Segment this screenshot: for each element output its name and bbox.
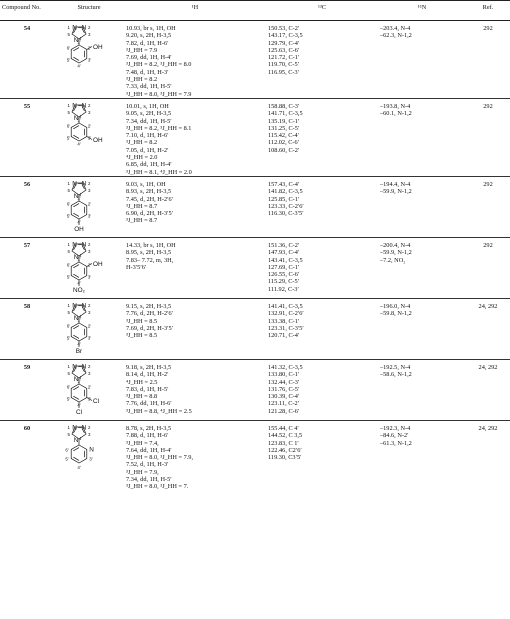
h1-data-line: 7.10, d, 1H, H-6′ [126,132,169,140]
reference-cell: 292 [466,98,510,176]
h1-data-line: ³J_HH = 8.2 [126,76,158,84]
ring-locant: 5′ [66,57,71,63]
c13-data-line: 108.60, C-2′ [268,146,300,154]
structure-cell [54,21,124,99]
h1-data-line: 8.14, d, 1H, H-2′ [126,371,169,379]
atom-number: 5 [67,187,70,193]
reference-cell: 24, 292 [478,424,498,432]
structure-cell [54,420,124,490]
n15-data-line: –192.3, N-4 [380,424,411,432]
compound-row [0,420,510,490]
atom-number: 4 [79,113,82,119]
compound-number: 58 [0,298,54,359]
atom-number: 4 [79,191,82,197]
h1-data-cell [124,420,266,490]
header-structure: Structure [54,1,124,21]
chemical-structure-drawing [54,423,112,481]
h1-data-line: 6.90, d, 2H, H-3′5′ [126,210,174,218]
ring-locant: 4′ [77,341,81,347]
h1-data-line: 7.34, dd, 1H, H-5′ [126,117,172,125]
header-compound-no: Compound No. [0,1,54,21]
reference-cell: 292 [466,21,510,99]
substituent-label: OH [93,43,103,51]
c13-data-line: 115.29, C-5′ [268,278,300,286]
n15-data-cell [378,98,466,176]
c13-data-line: 157.43, C-4′ [268,180,300,188]
ring-locant: 1′ [77,256,81,262]
h1-data-line: ³J_HH = 8.0, ³J_HH = 7.9, [126,454,194,462]
bond-mark: – [78,424,82,432]
c13-data-line: 116.95, C-3′ [268,68,300,76]
c13-data-cell [266,176,378,237]
h1-data-line: ³J_HH = 7.9, [126,468,159,476]
c13-data-line: 132.91, C-2′6′ [268,310,304,318]
compound-row [0,298,510,359]
h1-data-line: ³J_HH = 8.7 [126,217,158,225]
c13-data-line: 141.41, C-3,5 [268,302,303,310]
atom-number: 5 [67,370,70,376]
c13-data-line: 130.39, C-4′ [268,393,300,401]
ring-locant: 5′ [66,335,71,341]
substituent-label: NO₂ [72,286,86,294]
c13-data-line: 131.25, C-5′ [268,124,300,132]
c13-data-line: 121.72, C-1′ [268,54,300,62]
c13-data-line: 141.71, C-3,5 [268,110,303,118]
c13-data-line: 141.82, C-3,5 [268,188,303,196]
ring-locant: 2′ [87,262,92,268]
compound-row [0,176,510,237]
n15-data-line: –61.3, N-1,2 [380,439,412,447]
h1-data-line: ⁴J_HH = 2.0 [126,154,158,162]
substituent-label: OH [93,260,103,268]
ring-locant: 2′ [87,45,92,51]
h1-data-line: 7.82, d, 1H, H-6′ [126,39,169,47]
n15-data-cell [378,298,466,359]
ring-locant: 4′ [77,464,81,470]
ring-locant: 3′ [87,57,92,63]
bond-mark: – [78,241,82,249]
nitrogen-atom: N [81,24,87,32]
n15-data-line: –193.8, N-4 [380,102,411,110]
h1-data-line: 9.03, s, 1H, OH [126,180,166,188]
ring-locant: 3′ [87,213,92,219]
h1-data-line: ³J_HH = 7.4, [126,439,159,447]
ring-locant: 4′ [77,280,81,286]
ring-locant: 1′ [77,39,81,45]
substituent-label: Cl [75,408,83,416]
ring-locant: 1′ [77,195,81,201]
h1-data-line: 7.76, d, 2H, H-2′6′ [126,310,174,318]
chemical-structure-drawing [54,101,112,159]
ring-locant: 4′ [77,63,81,69]
ring-locant: 1′ [77,117,81,123]
n15-data-line: –62.3, N-1,2 [380,32,412,40]
bond-mark: – [78,363,82,371]
h1-data-line: 8.95, s, 2H, H-3,5 [126,249,172,257]
atom-number: 1 [67,302,70,308]
h1-data-cell [124,21,266,99]
nitrogen-atom: N [72,24,77,32]
atom-number: 4 [79,435,82,441]
n15-data-cell [378,359,466,420]
chemical-structure-drawing [54,179,112,237]
atom-number: 1 [67,25,70,30]
substituent-label: Cl [93,397,100,405]
c13-data-line: 125.63, C-6′ [268,46,300,54]
atom-number: 2 [88,180,91,186]
nitrogen-atom: N [72,102,77,110]
bond-mark: – [78,180,82,188]
nitrogen-atom: N [72,241,77,249]
atom-number: 5 [67,431,70,437]
c13-data-cell [266,420,378,490]
atom-number: 1 [67,363,70,369]
h1-data-line: ³J_HH = 7.9 [126,46,158,54]
c13-data-line: 131.76, C-5′ [268,385,300,393]
chemical-structure-drawing [54,301,112,359]
ring-locant: 6′ [66,384,71,390]
n15-data-cell [378,420,466,490]
compound-number: 59 [0,359,54,420]
h1-data-line: ³J_HH = 8.8, ⁴J_HH = 2.5 [126,407,192,415]
compound-row [0,237,510,298]
nitrogen-atom: N [81,180,87,188]
h1-data-line: H-3′5′6′ [126,263,147,271]
h1-data-cell [124,237,266,298]
compound-number: 56 [0,176,54,237]
n15-data-cell [378,237,466,298]
ring-locant: 5′ [66,135,71,141]
atom-number: 3 [88,370,91,376]
n15-data-line: –59.8, N-1,2 [380,310,412,318]
h1-data-cell [124,176,266,237]
c13-data-cell [266,98,378,176]
ring-locant: 5′ [66,274,71,280]
n15-data-cell [378,21,466,99]
atom-number: 2 [88,424,91,430]
atom-number: 2 [88,363,91,369]
c13-data-line: 155.44, C 4′ [268,424,299,432]
c13-data-line: 116.30, C-3′5′ [268,210,304,218]
h1-data-line: ³J_HH = 8.0, ³J_HH = 7. [126,483,189,491]
c13-data-line: 119.70, C-5′ [268,61,300,69]
structure-cell [54,237,124,298]
atom-number: 3 [88,32,91,37]
atom-number: 3 [88,109,91,115]
n15-data-line: –203.4, N-4 [380,25,411,32]
h1-data-line: 7.45, d, 2H, H-2′6′ [126,195,174,203]
c13-data-cell [266,359,378,420]
c13-data-line: 127.69, C-1′ [268,263,300,271]
h1-data-line: 7.05, d, 1H, H-2′ [126,146,169,154]
atom-number: 1 [67,180,70,186]
ring-locant: 1′ [77,317,81,323]
h1-data-line: ³J_HH = 8.0, ³J_HH = 7.9 [126,90,192,98]
structure-cell [54,98,124,176]
c13-data-line: 125.85, C-1′ [268,195,300,203]
ring-locant: 3′ [89,456,93,462]
h1-data-line: 14.33, br s, 1H, OH [126,241,176,249]
compound-number: 60 [23,424,31,432]
h1-data-cell [124,298,266,359]
h1-data-line: 7.69, dd, 1H, H-4′ [126,54,172,62]
n15-data-cell [378,176,466,237]
c13-data-line: 133.38, C-1′ [268,317,300,325]
h1-data-line: 7.52, d, 1H, H-3′ [126,461,169,469]
h1-data-cell [124,359,266,420]
header-1h: ¹H [124,1,266,21]
h1-data-line: 7.76, dd, 1H, H-6′ [126,400,172,408]
n15-data-line: –194.4, N-4 [380,180,411,188]
nitrogen-atom: N [73,375,79,383]
ring-locant: 5′ [65,456,69,462]
ring-locant: 6′ [66,45,71,51]
h1-data-line: ³J_HH = 8.2, ³J_HH = 8.1 [126,124,192,132]
nitrogen-atom: N [73,436,79,444]
c13-data-line: 133.80, C-1′ [268,371,300,379]
h1-data-line: 7.48, d, 1H, H-3′ [126,68,169,76]
h1-data-line: ³J_HH = 8.8 [126,393,158,401]
c13-data-line: 120.71, C-4′ [268,332,300,340]
c13-data-line: 150.53, C-2′ [268,25,300,32]
c13-data-line: 143.17, C-3,5 [268,32,303,40]
n15-data-line: –200.4, N-4 [380,241,411,249]
ring-locant: 3′ [87,135,92,141]
h1-data-line: ³J_HH = 8.5 [126,332,158,340]
substituent-label: OH [93,136,103,144]
h1-data-line: 6.85, dd, 1H, H-4′ [126,161,172,169]
h1-data-line: 9.15, s, 2H, H-3,5 [126,302,172,310]
nitrogen-atom: N [89,446,94,454]
n15-data-line: –196.0, N-4 [380,302,411,310]
c13-data-line: 143.41, C-3,5 [268,256,303,264]
bond-mark: – [78,302,82,310]
nitrogen-atom: N [81,363,87,371]
h1-data-line: ³J_HH = 8.5 [126,317,158,325]
ring-locant: 2′ [87,201,92,207]
nitrogen-atom: N [72,302,77,310]
h1-data-line: 8.93, s, 2H, H-3,5 [126,188,172,196]
atom-number: 2 [88,241,91,247]
header-ref: Ref. [466,1,510,21]
atom-number: 5 [67,32,70,37]
c13-data-line: 112.02, C-6′ [268,139,300,147]
ring-locant: 5′ [66,396,71,402]
atom-number: 5 [67,109,70,115]
nitrogen-atom: N [81,302,87,310]
atom-number: 3 [88,187,91,193]
nitrogen-atom: N [73,192,79,200]
structure-cell [54,359,124,420]
n15-data-line: –192.5, N-4 [380,363,411,371]
ring-locant: 5′ [66,213,71,219]
chemical-structure-drawing [54,240,112,298]
atom-number: 1 [67,424,70,430]
atom-number: 2 [88,102,91,108]
h1-data-line: 7.69, d, 2H, H-3′5′ [126,324,174,332]
ring-locant: 4′ [77,141,81,147]
h1-data-cell [124,98,266,176]
ring-locant: 6′ [65,447,69,453]
c13-data-line: 141.32, C-3,5 [268,363,303,371]
nitrogen-atom: N [73,314,79,322]
atom-number: 5 [67,309,70,315]
chemical-structure-drawing [54,23,112,81]
n15-data-line: –60.1, N-1,2 [380,110,412,118]
c13-data-line: 126.55, C-6′ [268,271,300,279]
atom-number: 5 [67,248,70,254]
c13-data-line: 121.28, C-6′ [268,407,300,415]
ring-locant: 6′ [66,201,71,207]
ring-locant: 6′ [66,323,71,329]
nitrogen-atom: N [81,424,87,432]
ring-locant: 6′ [66,262,71,268]
substituent-label: OH [74,225,84,233]
h1-data-line: 7.88, d, 1H, H-6′ [126,432,169,440]
reference-cell: 292 [466,176,510,237]
ring-locant: 2′ [87,123,92,129]
nitrogen-atom: N [72,363,77,371]
compound-number: 54 [0,21,54,99]
atom-number: 4 [79,252,82,258]
h1-data-line: 9.05, s, 2H, H-3,5 [126,110,172,118]
h1-data-line: 10.93, br s, 1H, OH [126,25,176,32]
h1-data-line: 7.64, dd, 1H, H-4′ [126,446,172,454]
nitrogen-atom: N [73,253,79,261]
compound-number: 57 [0,237,54,298]
h1-data-line: 7.33, dd, 1H, H-5′ [126,83,172,91]
c13-data-line: 135.19, C-1′ [268,117,300,125]
h1-data-line: 7.34, dd, 1H, H-5′ [126,476,172,484]
h1-data-line: 7.83, d, 1H, H-5′ [126,385,169,393]
n15-data-line: –58.6, N-1,2 [380,371,412,379]
atom-number: 3 [88,248,91,254]
c13-data-line: 122.46, C2′6′ [268,446,302,454]
ring-locant: 2′ [87,384,92,390]
ring-locant: 3′ [87,335,92,341]
c13-data-line: 144.52, C 3,5 [268,432,303,440]
n15-data-line: –59.9, N-1,2 [380,249,412,257]
chemical-structure-drawing [54,362,112,420]
c13-data-cell [266,237,378,298]
substituent-label: Br [75,347,83,355]
table-header-row [0,1,510,21]
compound-row [0,98,510,176]
h1-data-line: ³J_HH = 8.1, ⁴J_HH = 2.0 [126,168,192,176]
c13-data-line: 115.42, C-4′ [268,132,300,140]
compound-row [0,359,510,420]
n15-data-line: –7.2, NO₂ [380,256,406,264]
c13-data-line: 119.30, C3′5′ [268,454,302,462]
ring-locant: 4′ [77,219,81,225]
c13-data-line: 123.33, C-2′6′ [268,202,304,210]
bond-mark: – [78,24,82,32]
c13-data-line: 132.44, C-3′ [268,378,300,386]
ring-locant: 3′ [87,396,92,402]
structure-cell [54,176,124,237]
h1-data-line: ³J_HH = 8.2 [126,139,158,147]
nitrogen-atom: N [73,37,79,44]
nitrogen-atom: N [81,241,87,249]
atom-number: 3 [88,309,91,315]
c13-data-line: 123.31, C-3′5′ [268,324,304,332]
reference-cell: 24, 292 [466,359,510,420]
c13-data-line: 147.93, C-4′ [268,249,300,257]
h1-data-line: ⁴J_HH = 2.5 [126,378,158,386]
n15-data-line: –59.9, N-1,2 [380,188,412,196]
atom-number: 1 [67,241,70,247]
h1-data-line: ³J_HH = 8.7 [126,202,158,210]
c13-data-cell [266,298,378,359]
bond-mark: – [78,102,82,110]
header-15n: ¹⁵N [378,1,466,21]
reference-cell: 24, 292 [466,298,510,359]
atom-number: 4 [79,374,82,380]
nitrogen-atom: N [73,114,79,122]
c13-data-line: 111.92, C-3′ [268,285,299,293]
c13-data-line: 123.83, C 1′ [268,439,299,447]
ring-locant: 4′ [77,402,81,408]
atom-number: 1 [67,102,70,108]
nitrogen-atom: N [72,424,77,432]
c13-data-line: 158.88, C-3′ [268,102,300,110]
atom-number: 2 [88,25,91,30]
n15-data-line: –84.6, N-2′ [380,432,409,440]
compound-number: 55 [0,98,54,176]
h1-data-line: 8.78, s, 2H, H-3,5 [126,424,172,432]
atom-number: 3 [88,431,91,437]
reference-cell: 292 [466,237,510,298]
h1-data-line: 9.20, s, 2H, H-3,5 [126,32,172,40]
atom-number: 4 [79,313,82,319]
ring-locant: 1′ [77,378,81,384]
h1-data-line: 10.01, s, 1H, OH [126,102,169,110]
c13-data-cell [266,21,378,99]
c13-data-line: 129.79, C-4′ [268,39,300,47]
compound-row [0,21,510,99]
h1-data-line: 9.18, s, 2H, H-3,5 [126,363,172,371]
ring-locant: 3′ [87,274,92,280]
structure-cell [54,298,124,359]
nitrogen-atom: N [81,102,87,110]
ring-locant: 2′ [87,323,92,329]
atom-number: 2 [88,302,91,308]
h1-data-line: ³J_HH = 8.2, ³J_HH = 8.0 [126,61,192,69]
c13-data-line: 151.36, C-2′ [268,241,300,249]
atom-number: 4 [79,36,82,41]
nitrogen-atom: N [72,180,77,188]
h1-data-line: 7.83– 7.72, m, 3H, [126,256,174,264]
header-13c: ¹³C [266,1,378,21]
ring-locant: 6′ [66,123,71,129]
c13-data-line: 123.11, C-2′ [268,400,300,408]
